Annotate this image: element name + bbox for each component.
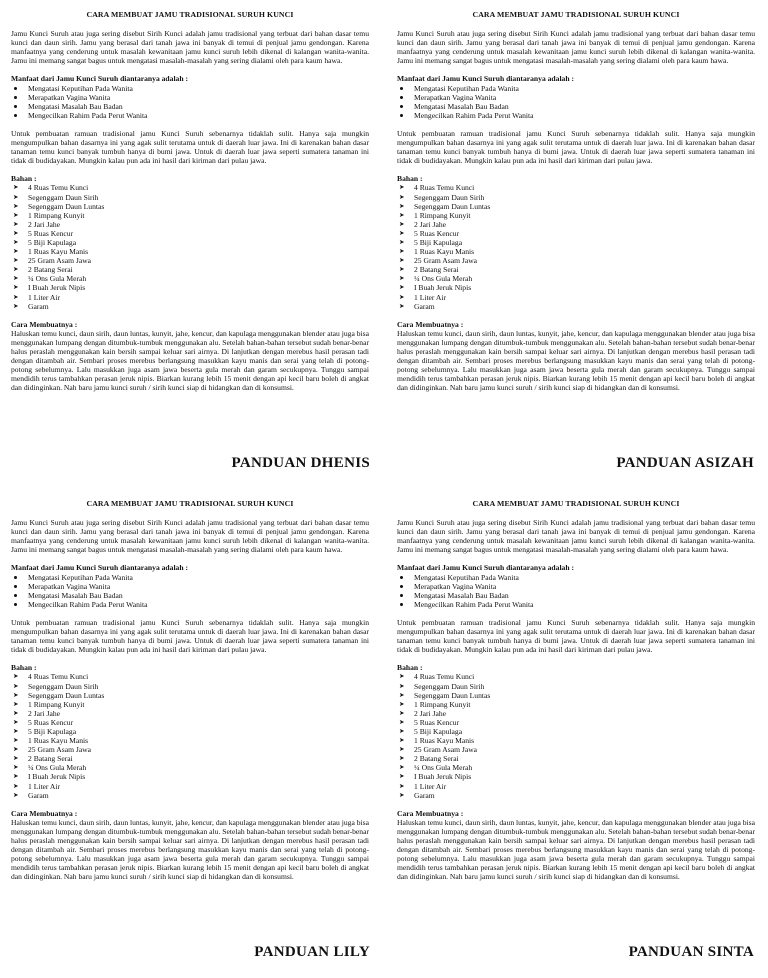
list-item: ➤ 25 Gram Asam Jawa bbox=[399, 256, 755, 265]
list-item: Mengatasi Keputihan Pada Wanita bbox=[400, 573, 755, 582]
list-item: ➤ Segenggam Daun Luntas bbox=[13, 202, 369, 211]
list-item: ➤ 1 Ruas Kayu Manis bbox=[399, 247, 755, 256]
list-item: ➤ Segenggam Daun Sirih bbox=[399, 193, 755, 202]
list-item: ➤ 25 Gram Asam Jawa bbox=[13, 745, 369, 754]
list-item: ➤ I Buah Jeruk Nipis bbox=[13, 283, 369, 292]
list-item: Merapatkan Vagina Wanita bbox=[400, 93, 755, 102]
list-item: ➤ Garam bbox=[399, 791, 755, 800]
ingredients-heading: Bahan : bbox=[397, 174, 423, 184]
recipe-panel-asizah bbox=[384, 0, 768, 489]
panel-title: CARA MEMBUAT JAMU TRADISIONAL SURUH KUNCI bbox=[86, 10, 294, 19]
list-item: ➤ 1 Rimpang Kunyit bbox=[13, 211, 369, 220]
list-item: ➤ 25 Gram Asam Jawa bbox=[399, 745, 755, 754]
ingredients-list bbox=[397, 183, 755, 310]
list-item: ➤ 25 Gram Asam Jawa bbox=[13, 256, 369, 265]
list-item: Merapatkan Vagina Wanita bbox=[14, 93, 369, 102]
method-paragraph: Haluskan temu kunci, daun sirih, daun luntas, kunyit, jahe, kencur, dan kapulaga menggunakan blender atau juga bisa menggunakan lumpang dengan ditumbuk-tumbuk menggunakan alu. Setelah bahan-bahan tersebut sudah benar-benar halus peraslah menggunakan kain bersih sampai keluar sari airnya. Di lanjutkan dengan merebus hasil perasan tadi dengan ditambah air. Sembari proses merebus berlangsung masukkan kayu manis dan serai yang telah di potong-potong sebelumnya. Lalu masukkan juga asam jawa beserta gula merah dan garam secukupnya. Tunggu sampai mendidih terus tambahkan perasan jeruk nipis. Biarkan kurang lebih 15 menit dengan api kecil baru boleh di angkat dan didinginkan. Nah baru jamu kunci suruh / sirih kunci siap di hidangkan dan di konsumsi. bbox=[11, 328, 369, 393]
middle-paragraph: Untuk pembuatan ramuan tradisional jamu Kunci Suruh sebenarnya tidaklah sulit. Hanya saja mungkin mengumpulkan bahan dasarnya ini yang agak sulit terutama untuk di daerah luar jawa. Ini di karenakan bahan dasar tanaman temu kunci banyak tumbuh hanya di bumi jawa. Untuk di daerah luar jawa seperti sumatera tanaman ini tidak di budidayakan. Mungkin kalau pun ada ini hasil dari kiriman dari pulau jawa. bbox=[397, 128, 755, 166]
method-paragraph: Haluskan temu kunci, daun sirih, daun luntas, kunyit, jahe, kencur, dan kapulaga menggunakan blender atau juga bisa menggunakan lumpang dengan ditumbuk-tumbuk menggunakan alu. Setelah bahan-bahan tersebut sudah benar-benar halus peraslah menggunakan kain bersih sampai keluar sari airnya. Di lanjutkan dengan merebus hasil perasan tadi dengan ditambah air. Sembari proses merebus berlangsung masukkan kayu manis dan serai yang telah di potong-potong sebelumnya. Lalu masukkan juga asam jawa beserta gula merah dan garam secukupnya. Tunggu sampai mendidih terus tambahkan perasan jeruk nipis. Biarkan kurang lebih 15 menit dengan api kecil baru boleh di angkat dan didinginkan. Nah baru jamu kunci suruh / sirih kunci siap di hidangkan dan di konsumsi. bbox=[11, 817, 369, 882]
benefits-list bbox=[11, 573, 369, 609]
panel-footer-label: PANDUAN SINTA bbox=[628, 944, 754, 960]
list-item: ➤ 2 Jari Jahe bbox=[13, 220, 369, 229]
list-item: ➤ 2 Batang Serai bbox=[13, 265, 369, 274]
benefits-list bbox=[397, 84, 755, 120]
list-item: ➤ 2 Jari Jahe bbox=[13, 709, 369, 718]
panel-footer-label: PANDUAN DHENIS bbox=[231, 455, 370, 471]
list-item: Mengatasi Masalah Bau Badan bbox=[400, 591, 755, 600]
ingredients-heading: Bahan : bbox=[11, 174, 37, 184]
intro-paragraph: Jamu Kunci Suruh atau juga sering disebut Sirih Kunci adalah jamu tradisional yang terbuat dari bahan dasar temu kunci dan daun sirih. Jamu yang berasal dari tanah jawa ini banyak di temui di penjual jamu gendongan. Karena manfaatnya yang cenderung untuk masalah kewanitaan jamu kunci suruh lebih dikenal di kalangan wanita-wanita. Jamu ini memang sangat bagus untuk mengatasi masalah-masalah yang sering dialami oleh para kaum hawa. bbox=[397, 29, 755, 66]
list-item: ➤ I Buah Jeruk Nipis bbox=[399, 283, 755, 292]
list-item: ➤ ¼ Ons Gula Merah bbox=[399, 274, 755, 283]
list-item: ➤ I Buah Jeruk Nipis bbox=[13, 772, 369, 781]
list-item: ➤ 4 Ruas Temu Kunci bbox=[13, 183, 369, 192]
list-item: ➤ Segenggam Daun Sirih bbox=[13, 193, 369, 202]
list-item: ➤ 1 Rimpang Kunyit bbox=[13, 700, 369, 709]
recipe-panel-lily bbox=[0, 489, 384, 978]
list-item: ➤ 2 Jari Jahe bbox=[399, 709, 755, 718]
list-item: ➤ 1 Liter Air bbox=[13, 293, 369, 302]
list-item: Mengatasi Keputihan Pada Wanita bbox=[400, 84, 755, 93]
list-item: ➤ 2 Batang Serai bbox=[399, 754, 755, 763]
benefits-list bbox=[11, 84, 369, 120]
list-item: ➤ I Buah Jeruk Nipis bbox=[399, 772, 755, 781]
benefits-heading: Manfaat dari Jamu Kunci Suruh diantaranya adalah : bbox=[11, 74, 189, 84]
list-item: ➤ 1 Rimpang Kunyit bbox=[399, 700, 755, 709]
list-item: ➤ ¼ Ons Gula Merah bbox=[13, 274, 369, 283]
list-item: ➤ 5 Ruas Kencur bbox=[399, 718, 755, 727]
list-item: ➤ 5 Biji Kapulaga bbox=[13, 727, 369, 736]
list-item: ➤ Segenggam Daun Sirih bbox=[399, 682, 755, 691]
panel-title: CARA MEMBUAT JAMU TRADISIONAL SURUH KUNCI bbox=[472, 10, 680, 19]
list-item: ➤ 1 Rimpang Kunyit bbox=[399, 211, 755, 220]
list-item: ➤ 2 Jari Jahe bbox=[399, 220, 755, 229]
list-item: Merapatkan Vagina Wanita bbox=[14, 582, 369, 591]
list-item: ➤ Segenggam Daun Luntas bbox=[399, 202, 755, 211]
list-item: Mengecilkan Rahim Pada Perut Wanita bbox=[14, 111, 369, 120]
list-item: ➤ 4 Ruas Temu Kunci bbox=[13, 672, 369, 681]
list-item: Mengatasi Masalah Bau Badan bbox=[14, 102, 369, 111]
list-item: ➤ 1 Liter Air bbox=[399, 782, 755, 791]
list-item: ➤ 4 Ruas Temu Kunci bbox=[399, 183, 755, 192]
list-item: ➤ ¼ Ons Gula Merah bbox=[13, 763, 369, 772]
benefits-heading: Manfaat dari Jamu Kunci Suruh diantaranya adalah : bbox=[397, 563, 575, 573]
list-item: ➤ Garam bbox=[399, 302, 755, 311]
method-paragraph: Haluskan temu kunci, daun sirih, daun luntas, kunyit, jahe, kencur, dan kapulaga menggunakan blender atau juga bisa menggunakan lumpang dengan ditumbuk-tumbuk menggunakan alu. Setelah bahan-bahan tersebut sudah benar-benar halus peraslah menggunakan kain bersih sampai keluar sari airnya. Di lanjutkan dengan merebus hasil perasan tadi dengan ditambah air. Sembari proses merebus berlangsung masukkan kayu manis dan serai yang telah di potong-potong sebelumnya. Lalu masukkan juga asam jawa beserta gula merah dan garam secukupnya. Tunggu sampai mendidih terus tambahkan perasan jeruk nipis. Biarkan kurang lebih 15 menit dengan api kecil baru boleh di angkat dan didinginkan. Nah baru jamu kunci suruh / sirih kunci siap di hidangkan dan di konsumsi. bbox=[397, 328, 755, 393]
panel-footer-label: PANDUAN ASIZAH bbox=[616, 455, 754, 471]
panel-title: CARA MEMBUAT JAMU TRADISIONAL SURUH KUNCI bbox=[86, 499, 294, 508]
list-item: ➤ 5 Biji Kapulaga bbox=[13, 238, 369, 247]
list-item: Mengecilkan Rahim Pada Perut Wanita bbox=[14, 600, 369, 609]
ingredients-list bbox=[11, 672, 369, 799]
list-item: Merapatkan Vagina Wanita bbox=[400, 582, 755, 591]
list-item: ➤ 1 Ruas Kayu Manis bbox=[13, 247, 369, 256]
intro-paragraph: Jamu Kunci Suruh atau juga sering disebut Sirih Kunci adalah jamu tradisional yang terbuat dari bahan dasar temu kunci dan daun sirih. Jamu yang berasal dari tanah jawa ini banyak di temui di penjual jamu gendongan. Karena manfaatnya yang cenderung untuk masalah kewanitaan jamu kunci suruh lebih dikenal di kalangan wanita-wanita. Jamu ini memang sangat bagus untuk mengatasi masalah-masalah yang sering dialami oleh para kaum hawa. bbox=[397, 518, 755, 555]
middle-paragraph: Untuk pembuatan ramuan tradisional jamu Kunci Suruh sebenarnya tidaklah sulit. Hanya saja mungkin mengumpulkan bahan dasarnya ini yang agak sulit terutama untuk di daerah luar jawa. Ini di karenakan bahan dasar tanaman temu kunci banyak tumbuh hanya di bumi jawa. Untuk di daerah luar jawa seperti sumatera tanaman ini tidak di budidayakan. Mungkin kalau pun ada ini hasil dari kiriman dari pulau jawa. bbox=[11, 128, 369, 166]
middle-paragraph: Untuk pembuatan ramuan tradisional jamu Kunci Suruh sebenarnya tidaklah sulit. Hanya saja mungkin mengumpulkan bahan dasarnya ini yang agak sulit terutama untuk di daerah luar jawa. Ini di karenakan bahan dasar tanaman temu kunci banyak tumbuh hanya di bumi jawa. Untuk di daerah luar jawa seperti sumatera tanaman ini tidak di budidayakan. Mungkin kalau pun ada ini hasil dari kiriman dari pulau jawa. bbox=[11, 617, 369, 655]
recipe-panel-dhenis bbox=[0, 0, 384, 489]
method-heading: Cara Membuatnya : bbox=[11, 808, 78, 818]
method-heading: Cara Membuatnya : bbox=[11, 319, 78, 329]
list-item: Mengecilkan Rahim Pada Perut Wanita bbox=[400, 600, 755, 609]
list-item: ➤ Segenggam Daun Luntas bbox=[13, 691, 369, 700]
benefits-heading: Manfaat dari Jamu Kunci Suruh diantaranya adalah : bbox=[11, 563, 189, 573]
benefits-heading: Manfaat dari Jamu Kunci Suruh diantaranya adalah : bbox=[397, 74, 575, 84]
list-item: ➤ 5 Ruas Kencur bbox=[399, 229, 755, 238]
ingredients-list bbox=[397, 672, 755, 799]
list-item: ➤ 5 Biji Kapulaga bbox=[399, 727, 755, 736]
list-item: ➤ 1 Ruas Kayu Manis bbox=[399, 736, 755, 745]
ingredients-heading: Bahan : bbox=[11, 663, 37, 673]
intro-paragraph: Jamu Kunci Suruh atau juga sering disebut Sirih Kunci adalah jamu tradisional yang terbuat dari bahan dasar temu kunci dan daun sirih. Jamu yang berasal dari tanah jawa ini banyak di temui di penjual jamu gendongan. Karena manfaatnya yang cenderung untuk masalah kewanitaan jamu kunci suruh lebih dikenal di kalangan wanita-wanita. Jamu ini memang sangat bagus untuk mengatasi masalah-masalah yang sering dialami oleh para kaum hawa. bbox=[11, 518, 369, 555]
list-item: ➤ 5 Biji Kapulaga bbox=[399, 238, 755, 247]
list-item: ➤ 1 Liter Air bbox=[13, 782, 369, 791]
method-heading: Cara Membuatnya : bbox=[397, 808, 464, 818]
list-item: ➤ Segenggam Daun Luntas bbox=[399, 691, 755, 700]
list-item: ➤ 2 Batang Serai bbox=[399, 265, 755, 274]
middle-paragraph: Untuk pembuatan ramuan tradisional jamu Kunci Suruh sebenarnya tidaklah sulit. Hanya saja mungkin mengumpulkan bahan dasarnya ini yang agak sulit terutama untuk di daerah luar jawa. Ini di karenakan bahan dasar tanaman temu kunci banyak tumbuh hanya di bumi jawa. Untuk di daerah luar jawa seperti sumatera tanaman ini tidak di budidayakan. Mungkin kalau pun ada ini hasil dari kiriman dari pulau jawa. bbox=[397, 617, 755, 655]
list-item: ➤ 1 Ruas Kayu Manis bbox=[13, 736, 369, 745]
method-paragraph: Haluskan temu kunci, daun sirih, daun luntas, kunyit, jahe, kencur, dan kapulaga menggunakan blender atau juga bisa menggunakan lumpang dengan ditumbuk-tumbuk menggunakan alu. Setelah bahan-bahan tersebut sudah benar-benar halus peraslah menggunakan kain bersih sampai keluar sari airnya. Di lanjutkan dengan merebus hasil perasan tadi dengan ditambah air. Sembari proses merebus berlangsung masukkan kayu manis dan serai yang telah di potong-potong sebelumnya. Lalu masukkan juga asam jawa beserta gula merah dan garam secukupnya. Tunggu sampai mendidih terus tambahkan perasan jeruk nipis. Biarkan kurang lebih 15 menit dengan api kecil baru boleh di angkat dan didinginkan. Nah baru jamu kunci suruh / sirih kunci siap di hidangkan dan di konsumsi. bbox=[397, 817, 755, 882]
list-item: ➤ Garam bbox=[13, 302, 369, 311]
list-item: ➤ 2 Batang Serai bbox=[13, 754, 369, 763]
intro-paragraph: Jamu Kunci Suruh atau juga sering disebut Sirih Kunci adalah jamu tradisional yang terbuat dari bahan dasar temu kunci dan daun sirih. Jamu yang berasal dari tanah jawa ini banyak di temui di penjual jamu gendongan. Karena manfaatnya yang cenderung untuk masalah kewanitaan jamu kunci suruh lebih dikenal di kalangan wanita-wanita. Jamu ini memang sangat bagus untuk mengatasi masalah-masalah yang sering dialami oleh para kaum hawa. bbox=[11, 29, 369, 66]
panel-title: CARA MEMBUAT JAMU TRADISIONAL SURUH KUNCI bbox=[472, 499, 680, 508]
list-item: ➤ 1 Liter Air bbox=[399, 293, 755, 302]
benefits-list bbox=[397, 573, 755, 609]
list-item: ➤ 5 Ruas Kencur bbox=[13, 718, 369, 727]
list-item: Mengatasi Masalah Bau Badan bbox=[400, 102, 755, 111]
panel-footer-label: PANDUAN LILY bbox=[254, 944, 370, 960]
list-item: Mengecilkan Rahim Pada Perut Wanita bbox=[400, 111, 755, 120]
list-item: Mengatasi Keputihan Pada Wanita bbox=[14, 573, 369, 582]
recipe-panel-sinta bbox=[384, 489, 768, 978]
ingredients-list bbox=[11, 183, 369, 310]
list-item: ➤ 4 Ruas Temu Kunci bbox=[399, 672, 755, 681]
list-item: Mengatasi Masalah Bau Badan bbox=[14, 591, 369, 600]
list-item: ➤ ¼ Ons Gula Merah bbox=[399, 763, 755, 772]
method-heading: Cara Membuatnya : bbox=[397, 319, 464, 329]
list-item: ➤ 5 Ruas Kencur bbox=[13, 229, 369, 238]
ingredients-heading: Bahan : bbox=[397, 663, 423, 673]
list-item: Mengatasi Keputihan Pada Wanita bbox=[14, 84, 369, 93]
list-item: ➤ Segenggam Daun Sirih bbox=[13, 682, 369, 691]
list-item: ➤ Garam bbox=[13, 791, 369, 800]
